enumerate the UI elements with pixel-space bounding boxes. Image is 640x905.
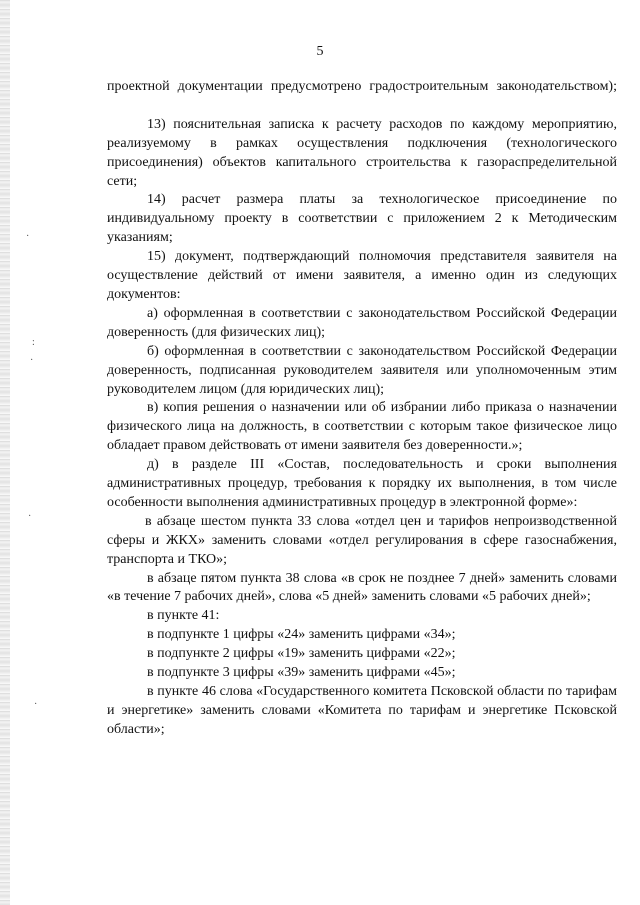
- paragraph: в подпункте 1 цифры «24» заменить цифрами «34»;: [147, 627, 456, 643]
- scan-edge-shadow: [0, 0, 10, 905]
- paragraph: 15) документ, подтверждающий полномочия представителя заявителя на осуществление действий от имени заявителя, а именно один из следующих документов:: [107, 249, 617, 302]
- paragraph: 13) пояснительная записка к расчету расходов по каждому мероприятию, реализуемому в рамках осуществления подключения (технологического присоединения) объектов капитального строительства к газораспределительной сети;: [107, 116, 617, 189]
- paragraph: а) оформленная в соответствии с законодательством Российской Федерации доверенность (для физических лиц);: [107, 305, 617, 340]
- paragraph: в пункте 41:: [147, 608, 220, 624]
- scan-speck: :: [32, 337, 35, 348]
- paragraph: в абзаце шестом пункта 33 слова «отдел цен и тарифов непроизводственной сферы и ЖКХ» заменить словами «отдел регулирования в сфере газоснабжения, транспорта и ТКО»;: [107, 513, 617, 567]
- paragraph: в абзаце пятом пункта 38 слова «в срок не позднее 7 дней» заменить словами «в течение 7 рабочих дней», слова «5 дней» заменить словами «5 рабочих дней»;: [107, 570, 617, 605]
- paragraph: б) оформленная в соответствии с законодательством Российской Федерации доверенность, подписанная руководителем заявителя или уполномоченным этим руководителем лицом (для юридических лиц);: [107, 343, 617, 397]
- scan-speck: ·: [34, 699, 38, 710]
- paragraph: проектной документации предусмотрено градостроительным законодательством);: [107, 79, 617, 94]
- scan-speck: ·: [30, 355, 34, 366]
- scan-speck: ·: [26, 231, 30, 242]
- page-number: 5: [316, 44, 324, 59]
- paragraph: в) копия решения о назначении или об избрании либо приказа о назначении физического лица на должность, в соответствии с которым такое физическое лицо обладает правом действовать от имени заявителя без доверенности.»;: [107, 400, 617, 454]
- scan-speck: ·: [28, 511, 32, 522]
- paragraph: в подпункте 2 цифры «19» заменить цифрами «22»;: [147, 646, 456, 662]
- paragraph: в пункте 46 слова «Государственного комитета Псковской области по тарифам и энергетике» заменить словами «Комитета по тарифам и энергетике Псковской области»;: [107, 684, 617, 737]
- paragraph: д) в разделе III «Состав, последовательность и сроки выполнения административных процедур, требования к порядку их выполнения, в том числе особенности выполнения административных процедур в электронной форме»:: [107, 457, 617, 510]
- paragraph: 14) расчет размера платы за технологическое присоединение по индивидуальному проекту в соответствии с приложением 2 к Методическим указаниям;: [107, 192, 617, 246]
- paragraph: в подпункте 3 цифры «39» заменить цифрами «45»;: [147, 665, 456, 681]
- document-body: [107, 78, 617, 740]
